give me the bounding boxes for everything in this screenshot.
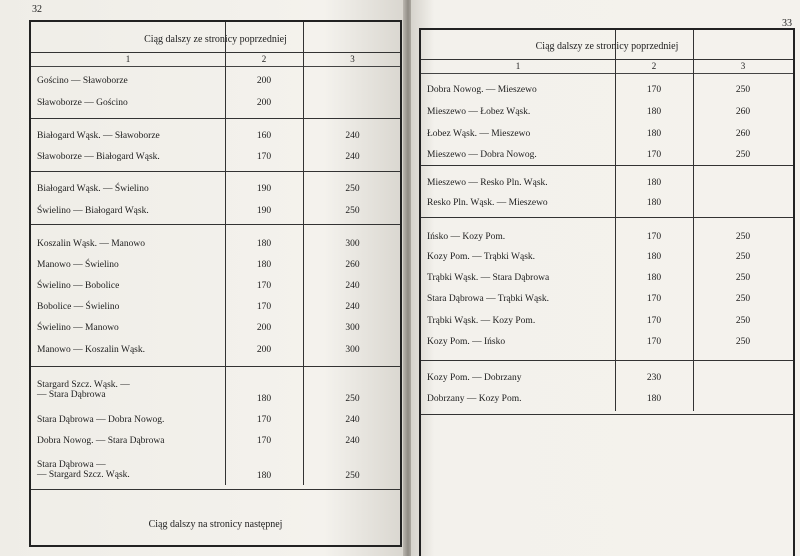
value-cell-2: 180 [646,178,662,188]
column-header-2: 2 [651,61,657,71]
value-cell-2: 170 [256,415,272,425]
table-row [31,98,400,116]
value-cell-3: 260 [345,260,360,270]
table-row [421,150,793,168]
column-header-3: 3 [350,54,355,64]
table-row [31,281,400,299]
table-row [31,415,400,433]
caption-continued-on: Ciąg dalszy na stronicy następnej [148,519,283,530]
right-page [411,0,800,556]
value-cell-2: 200 [256,98,272,108]
route-cell: Mieszewo — Łobez Wąsk. [427,107,531,117]
value-cell-3: 250 [735,316,751,326]
value-cell-2: 180 [646,273,662,283]
group-divider [421,217,793,218]
value-cell-2: 170 [646,316,662,326]
value-cell-2: 180 [646,107,662,117]
value-cell-2: 190 [256,184,272,194]
value-cell-3: 250 [735,85,751,95]
route-cell: Manowo — Świelino [37,260,119,270]
route-cell: Sławoborze — Białogard Wąsk. [37,152,160,162]
value-cell-3: 250 [735,232,751,242]
left-table [29,20,402,547]
route-cell: Bobolice — Świelino [37,302,120,312]
value-cell-2: 200 [256,323,272,333]
value-cell-2: 180 [646,394,662,404]
divider [31,52,400,53]
table-row [421,294,793,312]
value-cell-2: 170 [646,85,662,95]
route-cell: Gościno — Sławoborze [37,76,128,86]
value-cell-2: 170 [646,150,662,160]
value-cell-2: 170 [646,337,662,347]
value-cell-3: 300 [345,345,360,355]
value-cell-3: 250 [345,471,360,481]
value-cell-2: 190 [256,206,272,216]
table-row [31,206,400,224]
value-cell-3: 260 [735,107,751,117]
table-row [421,394,793,412]
value-cell-3: 250 [735,273,751,283]
value-cell-2: 170 [256,436,272,446]
route-cell: Białogard Wąsk. — Świelino [37,184,149,194]
value-cell-2: 200 [256,76,272,86]
route-cell: Kozy Pom. — Dobrzany [427,373,522,383]
route-cell: Stara Dąbrowa — Trąbki Wąsk. [427,294,549,304]
value-cell-3: 240 [345,415,360,425]
value-cell-2: 200 [256,345,272,355]
group-divider [31,118,400,119]
table-row [31,302,400,320]
column-header-1: 1 [515,61,521,71]
route-cell: Białogard Wąsk. — Sławoborze [37,131,160,141]
caption-continued-from: Ciąg dalszy ze stronicy poprzedniej [535,41,679,52]
table-row [421,85,793,103]
table-row [421,316,793,334]
value-cell-2: 170 [256,302,272,312]
page-number-right: 33 [782,18,792,29]
table-row [31,260,400,278]
route-cell: Trąbki Wąsk. — Stara Dąbrowa [427,273,550,283]
table-row [421,252,793,270]
group-divider [421,414,793,415]
route-cell: Dobrzany — Kozy Pom. [427,394,522,404]
route-cell: Świelino — Bobolice [37,281,120,291]
group-divider [31,489,400,490]
route-cell: Kozy Pom. — Ińsko [427,337,506,347]
value-cell-2: 170 [646,232,662,242]
divider [421,59,793,60]
value-cell-3: 260 [735,129,751,139]
route-cell: Mieszewo — Resko Pln. Wąsk. [427,178,548,188]
route-cell: Trąbki Wąsk. — Kozy Pom. [427,316,536,326]
table-row [421,107,793,125]
group-divider [31,366,400,367]
table-row [31,436,400,454]
value-cell-3: 240 [345,436,360,446]
route-cell: Łobez Wąsk. — Mieszewo [427,129,531,139]
route-cell: Dobra Nowog. — Stara Dąbrowa [37,436,165,446]
route-cell: Manowo — Koszalin Wąsk. [37,345,146,355]
table-row [31,323,400,341]
table-row [31,184,400,202]
column-header-2: 2 [261,54,267,64]
value-cell-3: 250 [345,184,360,194]
value-cell-3: 240 [345,152,360,162]
value-cell-2: 180 [646,252,662,262]
table-row [421,178,793,196]
value-cell-3: 240 [345,281,360,291]
value-cell-2: 170 [256,281,272,291]
group-divider [31,171,400,172]
route-cell: Kozy Pom. — Trąbki Wąsk. [427,252,536,262]
value-cell-3: 250 [735,337,751,347]
value-cell-2: 180 [256,471,272,481]
column-header-1: 1 [125,54,131,64]
page-number-left: 32 [32,4,42,15]
value-cell-3: 250 [345,206,360,216]
route-cell: Świelino — Manowo [37,323,119,333]
value-cell-2: 180 [256,394,272,404]
value-cell-3: 300 [345,323,360,333]
value-cell-3: 250 [345,394,360,404]
route-cell: Koszalin Wąsk. — Manowo [37,239,146,249]
caption-continued-from: Ciąg dalszy ze stronicy poprzedniej [144,34,287,45]
route-cell: Świelino — Białogard Wąsk. [37,206,149,216]
value-cell-2: 170 [646,294,662,304]
value-cell-3: 240 [345,302,360,312]
value-cell-3: 240 [345,131,360,141]
table-row [421,129,793,147]
table-row [421,273,793,291]
table-row [31,131,400,149]
value-cell-3: 300 [345,239,360,249]
right-table [419,28,795,556]
value-cell-3: 250 [735,294,751,304]
value-cell-2: 180 [646,198,662,208]
table-row [421,337,793,355]
divider [31,66,400,67]
value-cell-2: 180 [256,260,272,270]
value-cell-3: 250 [735,252,751,262]
table-row [31,460,400,488]
group-divider [31,224,400,225]
route-cell: Stara Dąbrowa — Dobra Nowog. [37,415,165,425]
table-row [31,239,400,257]
table-row [31,76,400,94]
route-cell: Resko Pln. Wąsk. — Mieszewo [427,198,548,208]
route-cell: Mieszewo — Dobra Nowog. [427,150,537,160]
table-row [31,380,400,408]
table-row [421,198,793,216]
table-row [31,345,400,363]
value-cell-2: 230 [646,373,662,383]
table-row [421,373,793,391]
value-cell-3: 250 [735,150,751,160]
route-cell: Stara Dąbrowa — — Stargard Szcz. Wąsk. [37,460,130,480]
route-cell: Stargard Szcz. Wąsk. — — Stara Dąbrowa [37,380,130,400]
value-cell-2: 170 [256,152,272,162]
table-row [31,152,400,170]
value-cell-2: 160 [256,131,272,141]
column-header-3: 3 [740,61,746,71]
route-cell: Sławoborze — Gościno [37,98,128,108]
value-cell-2: 180 [256,239,272,249]
divider [421,73,793,74]
value-cell-2: 180 [646,129,662,139]
table-row [421,232,793,250]
group-divider [421,360,793,361]
route-cell: Ińsko — Kozy Pom. [427,232,506,242]
route-cell: Dobra Nowog. — Mieszewo [427,85,537,95]
